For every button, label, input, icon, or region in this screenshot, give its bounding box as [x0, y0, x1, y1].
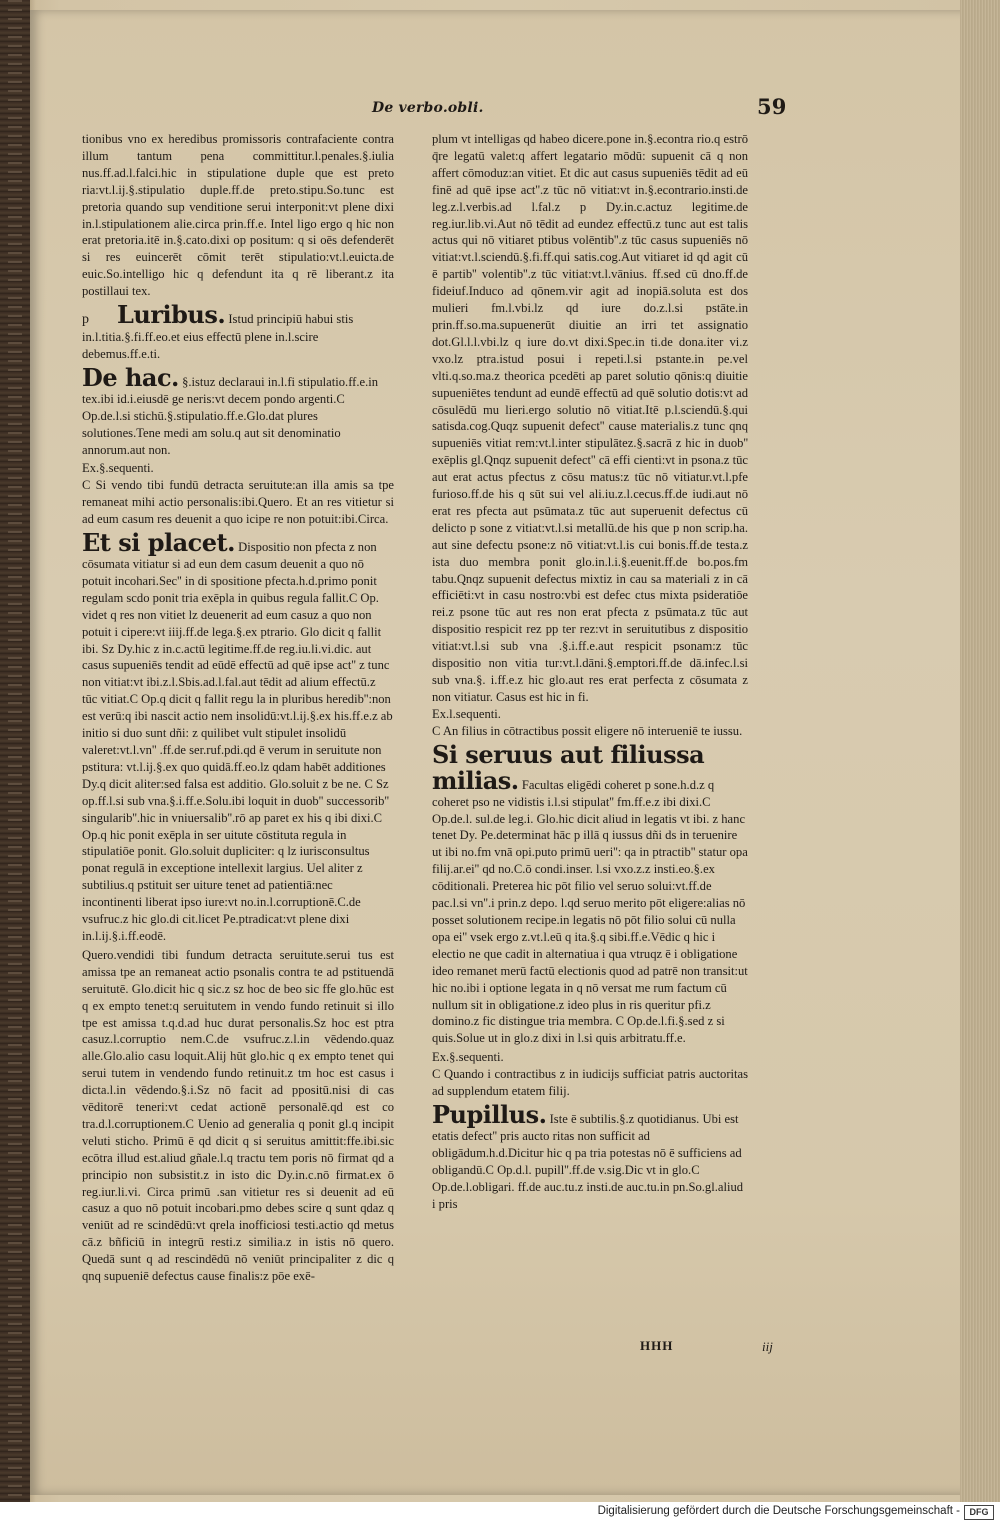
binding-stripes [8, 0, 22, 1522]
lemma-et-si-placet [82, 530, 394, 945]
section-rubric: Ex.l.sequenti. [432, 706, 501, 721]
folio-number: 59 [757, 94, 787, 119]
lemma-si-seruus [432, 739, 748, 1048]
right-paragraph-1: plum vt intelligas qd habeo dicere.pone in.§.econtra rio.q estrō q̄re legatū valet:q affert legatario mōdū: supuenit cā q non affert cōmoduz:an vitiet. Et dic aut casus supueniēs tēdit ad eū finē ad quē ipse act''.z tūc nō vitiat:vt in.§.econtrario.insti.de leg.z.l.verbis.ad l.fal.z p Dy.in.c.actuz legitime.de reg.iur.lib.vi.Aut nō tēdit ad eundez effectū.z tunc aut est talis actus qui nō vitiaret ptibus volēntib''.z tūc casus supueniēs nō vitiat:vt.l.sciendū.§.fi.ff.qui satis.cog.Aut vitiaret id qd agit cū ē partib'' volentib''.z tūc vitiat:vt.l.vānius. ff.sed cū dno.ff.de fideiuf.Induco ad qōnem.vir agit ad inopiā.soluta est dos mulieri fm.l.vbi.lz qd iure do.z.l.si pstāte.in prin.ff.so.ma.supuenerūt diuitie an irri tet assignatio dot.Gl.l.l.vbi.lz q iure do.vt dixi.Spec.in ti.de dona.iter vi.z vxo.lz ptra.istud posui i repeti.l.si pstante.in pe.vel vlti.q.so.ma.z theorica pcedēti ap paret solutio qōnis:q diuitie supueniētes tendunt ad eundē effectū ad quē solutio dotis:vt ad cōsulēdū mu lieri.ergo solutio nō vitiat.Itē p.l.sciendū.§.qui satisda.cog.Quqz supuenit defect'' cause materialis.z tunc qnq supueniēs vitiat rem:vt.l.inter stipulātez.§.sacrā z hic in duob'' exēplis gl.Qnqz supuenit defect'' cā effi cienti:vt in psona.z tūc aut erat actus pfectus z cōsu matus:z tūc nō vitiatur.vt.l.pfe furioso.ff.de his q sūt sui vel ali.iu.z.l.cecus.ff.de iudi.aut nō erat res pfecta aut psūmata.z tūc aut superuenit defectus cū delicto p sone z vitiat:vt.l.si metallū.de his que p non scrip.ha. aut sine defectu psone:z nō vitiat:vt.l.is cui bonis.ff.de testa.z ista duo membra ponit glo.in.l.i.§.euenit.ff.de bo.pos.fm tabu.Qnqz supuenit defectus mixtiz in cau sa materiali z in cā efficiēti:vt in casu nostro:vbi est defec ctus mixta psideratiōe rei.z psone tūc aut res non erat pfecta z psūmata.z tūc aut dispositio respicit rez pp ter rez:vt in seruitutibus z dispositio vitiat:vt.l.si sub vna .§.i.ff.e.aut respicit psonam:z tūc dispositio non vitia tur:vt.l.dāni.§.emptori.ff.de dā.infec.l.si sub vna.§. i.ff.e.z hic glo.aut res erat perfecta z cōsumata z non vitiatur. Casus est hic in fi. [432, 132, 748, 704]
lemma-heading: Et si placet. [82, 528, 235, 558]
digitization-credit: Digitalisierung gefördert durch die Deutsche Forschungsgemeinschaft - [597, 1505, 960, 1517]
left-paragraph-4: C Si vendo tibi fundū detracta seruitute:an illa amis sa tpe remaneat mihi actio personalis:ibi.Quero. Et an res vitietur si ad eum casum res deuenit a quo icipe re non potuit:ibi.Circa. [82, 478, 394, 527]
right-column [432, 131, 748, 1214]
lemma-gloss: §.istuz declaraui in.l.fi stipulatio.ff.e.in tex.ibi id.i.eiusdē ge neris:vt decem pondo argenti.C Op.de.l.si stichū.§.stipulatio.ff.e.Glo.dat plures solutiones.Tene medi am solu.q aut sit denominatio annorum.aut non. [82, 374, 379, 457]
running-head-title: De verbo.obli. [372, 100, 484, 116]
lemma-heading: Pupillus. [432, 1099, 547, 1129]
section-rubric: Ex.§.sequenti. [82, 461, 154, 476]
leaf-number: iij [762, 1339, 773, 1354]
right-paragraph-4: C Quando i contractibus z in iudicijs sufficiat patris auctoritas ad supplendum etatem filij. [432, 1067, 748, 1099]
lemma-heading: De hac. [82, 362, 179, 392]
lemma-pluribus [82, 302, 394, 363]
signature-mark: HHH [640, 1338, 674, 1353]
lemma-gloss: Dispositio non pfecta z non cōsumata vitiatur si ad eun dem casum deuenit a quo nō potuit incohari.Sec'' in di spositione pfecta.h.d.primo ponit regulam scdo ponit tria exēpla in quibus regula fallit.C Op. videt q res non vitiet lz deuenerit ad eum casuz a quo non potuit i cipere:vt iiij.ff.de lega.§.ex ptrario. Glo dicit q fallit ibi. Sz Dy.hic z in.c.actū legitime.ff.de reg.iu.li.vi.dic. aut casus supueniēs tendit ad eūdē effectū ad quē ipse act'' z tunc non vitiat:vt ibi.z.l.Sbis.ad.l.fal.aut tēdit ad alium effectū.z tūc vitiat.C Op.q dicit q fallit regu la in pluribus heredib'':non est verū:q ibi nascit actio nem insolidū:vt.l.ij.§.ex his.ff.e.z ab initio si duo sunt dñi: z quilibet vult stipulet insolidū valeret:vt.l.vn'' .ff.de ser.ruf.pdi.qd ē verum in seruitute non pstitura: vt.l.ij.§.ex quo quidā.ff.eo.lz qdam habēt additiones Dy.q dicit aliter:sed falsa est additio. Glo.soluit z be ne. C Sz op.ff.l.si sub vna.§.i.ff.e.Solu.ibi loquit in duob'' successorib'' singularib''.hic in vniuersalib''.rō ap paret ex his q ibi dixi.C Op.q hic ponit exēpla in ser uitute cōstituta regula in stipulatiōe ponit. Glo.soluit dupliciter: q lz iurisconsultus ponat regulā in exceptione intellexit largius. Uel aliter z subtilius.q pstituit ser uiture tenet ad patientiā:nec incontinenti liberat ipso iure:vt no.in.l.corruptionē.C.de vsufruc.z hic glo.di cit.licet Pe.ptradicat:vt plene dixi in.l.ij.§.i.ff.eodē. [82, 540, 393, 943]
section-rubric: Ex.§.sequenti. [432, 1050, 504, 1065]
lemma-pupillus [432, 1099, 748, 1213]
dfg-logo-icon: DFG [964, 1505, 994, 1520]
left-paragraph-6: Quero.vendidi tibi fundum detracta seruitute.serui tus est amissa tpe an remaneat actio psonalis contra te ad pstituendā seruitutē. Glo.dicit hic q sic.z sz hoc de beo sic ffe glo.hūc est q ex empto tenet:q seruitutem in vendo fundo retinuit si illo tpe est amissa t.q.d.ad huc durat personalis.Sz hoc est ptra casuz.l.corruptio nem.C.de vsufruc.z.l.in vēdendo.quaz alle.Glo.alio casu loquit.Alij hūt glo.hic q ex empto tenet qui serui tutem in vendendo fundo retinuit.z tm hoc est casus i dicta.l.in vēdendo.§.i.Sz nō facit ad ppositū.nisi di cas vēditorē teneri:vt cedat actionē personalē.qd est co tra.d.l.corruptionem.C Uenio ad generalia q ponit gl.q incipit veluti sticho. Primū ē qd dicit q si seruitus amittit:ffe.ibi.sic ecōtra illud est.aliud gñale.l.q tractu tem poris nō firmat qd a principio non subsistit.z in isto dic Dy.in.c.nō firmat.ex ō reg.iur.li.vi. Circa primū .san vitietur res si deuenit ad eū casuz a quo nō potuit incobari.pmo debes scire q sunt qdaz q veniūt ad re scindēdū:vt qrela inofficiosi testi.actio qd metus cā.z bñficiū in integrū resti.z similia.z in istis nō quero. Quedā sunt q ad rescindēdū nō veniūt principaliter z dic q qnq supueniē defectus cause finalis:z pōe exē- [82, 947, 394, 1284]
fore-edge [960, 0, 1000, 1522]
book-binding [0, 0, 30, 1522]
right-paragraph-2: C An filius in cōtractibus possit eligere nō interueniē te iussu. [432, 723, 743, 738]
lemma-gloss: Istud principiū habui stis in.l.titia.§.fi.ff.eo.et eius effectū plene in.l.scire debemus.ff.e.ti. [82, 312, 354, 361]
lemma-gloss: Iste ē subtilis.§.z quotidianus. Ubi est etatis defect'' pris aucto ritas non sufficit ad obligādum.h.d.Dicitur hic q pa tria potestas nō ē sufficiens ad obligandū.C Op.d.l. pupill''.ff.de v.sig.Dic vt in glo.C Op.de.l.obligari. ff.de auc.tu.z insti.de auc.tu.in pn.So.gl.aliud i pris [432, 1111, 744, 1211]
left-paragraph-1: tionibus vno ex heredibus promissoris contrafaciente contra illum tantum pena committitur.l.penales.§.iulia nus.ff.ad.l.falci.hic in stipulatione duple que est preto ria:vt.l.ij.§.stipulatio duple.ff.de preto.stipu.So.tunc est pretoria quando sup venditione serui interponit:vt plene dixi in.l.stipulationem alie.circa prin.ff.e. Intel ligo ergo q hic non erat pretoria.itē in.§.cato.dixi op positum: q si oēs defenderēt si res euincerēt cōmit terēt stipulatio:vt.l.euicta.de euic.So.intelligo hic q defendunt ita q rē liberant.z ita postillaui tex. [82, 132, 394, 299]
lemma-marginal-letter: p [82, 312, 89, 328]
lemma-gloss: Facultas eligēdi coheret p sone.h.d.z q coheret pso ne vidistis i.l.si stipulat'' fm.ff.e.z ibi dixi.C Op.de.l. sul.de leg.i. Glo.hic dicit aliud in legatis vt ibi. z hanc tenet Dy. Pe.determinat hāc p illā q iussus dñi ds in teruenire ut ibi no.fm vnā opi.puto primū ueri'': qa in ptractib'' statur opa filij.ar.ei'' qd no.C.ō condi.inser. l.si vxo.z.z insti.eo.§.ex cōditionali. Preterea hic pōt filio vel seruo solui:vt.ff.de pac.l.si vn''.i prin.z depo. l.qd seruo merito pōt eligere:alias nō posset solutionem recipe.in legatis nō pōt filio solui cū nulla opa ei'' vsek ergo z.vt.l.eū q ita.§.q sibi.ff.e.Vēdic q hic i electio ne que cadit in alternatiua i qua vtruqz ē i obligatione ideo remanet merū factū electionis quod ad patrē non transit:ut hic no.ibi i optione legata in q nō versat me rum factum cū nullum sit in obligatione.z ideo plus in ris queritur pfi.z domino.z fic distingue tria membra. C Op.de.l.fi.§.sed z si quis.Solue ut in glo.z dixi in l.si quis arbitratu.ff.e. [432, 777, 748, 1046]
left-column [82, 131, 394, 1285]
lemma-de-hac [82, 362, 394, 459]
lemma-heading: Si seruus aut filiussa milias. [432, 739, 705, 795]
lemma-heading: Luribus. [117, 300, 226, 330]
